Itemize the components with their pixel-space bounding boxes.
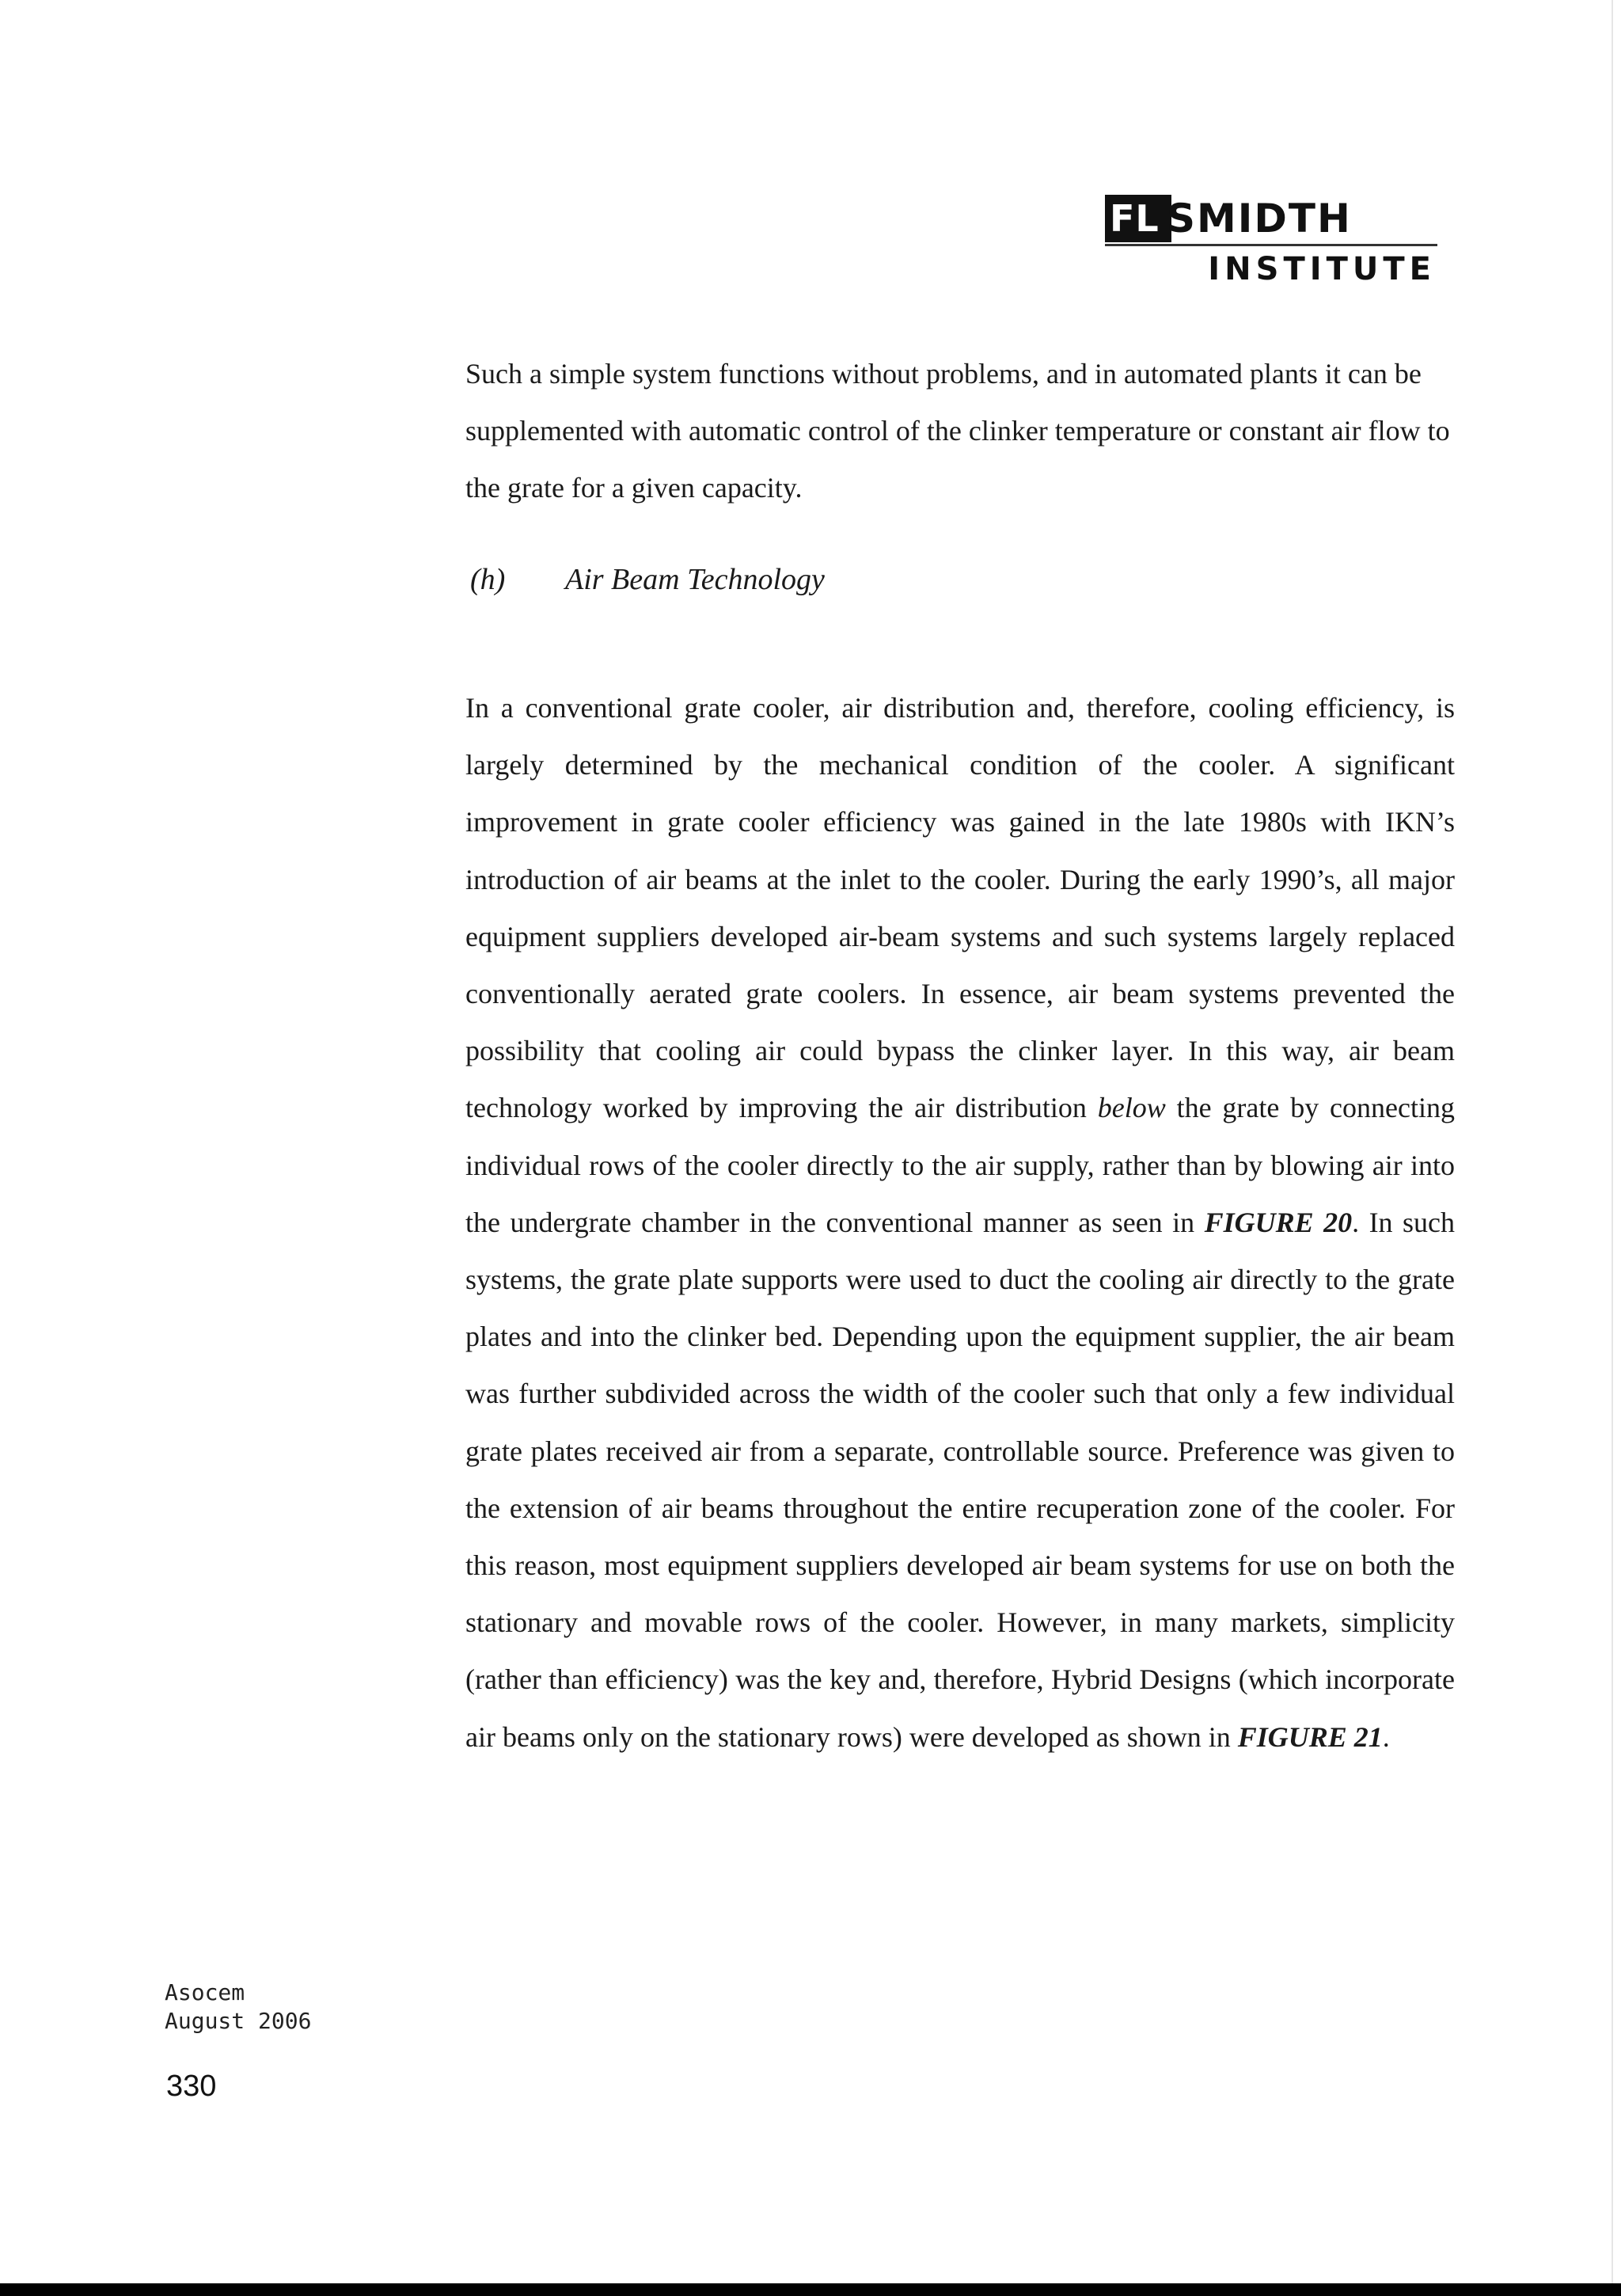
body-text-part-1: In a conventional grate cooler, air distribution and, therefore, cooling efficiency, is largely determined by the mechanical condition of the cooler. A significant improvement in grate cooler efficiency was gained in the late 1980s with IKN’s introduction of air beams at the inlet to the cooler. During the early 1990’s, all major equipment suppliers developed air-beam systems and such systems largely replaced conventionally aerated grate coolers. In essence, air beam systems prevented the possibility that cooling air could bypass the clinker layer. In this way, air beam technology worked by improving the air distribution [465,692,1455,1124]
emphasis-below: below [1097,1092,1166,1124]
figure-20-reference: FIGURE 20 [1204,1206,1353,1238]
section-title: Air Beam Technology [565,563,825,596]
body-text-part-2: the grate by connecting individual rows of the cooler directly to the air supply, rather than by blowing air into the undergrate chamber in the conventional manner as seen in [465,1092,1455,1238]
body-text-part-3: . In such systems, the grate plate supports were used to duct the cooling air directly to the grate plates and into the clinker bed. Depending upon the equipment supplier, the air beam was further subdivided across the width of the cooler such that only a few individual grate plates received air from a separate, controllable source. Preference was given to the extension of air beams throughout the entire recuperation zone of the cooler. For this reason, most equipment suppliers developed air beam systems for use on both the stationary and movable rows of the cooler. However, in many markets, simplicity (rather than efficiency) was the key and, therefore, Hybrid Designs (which incorporate air beams only on the stationary rows) were developed as shown in [465,1206,1456,1753]
page-number: 330 [166,2070,217,2103]
body-text-part-4: . [1382,1720,1390,1753]
figure-21-reference: FIGURE 21 [1237,1720,1383,1753]
section-number: (h) [470,563,506,596]
logo-smidth-text: SMIDTH [1167,196,1352,241]
scan-bottom-border [0,2283,1621,2296]
body-paragraph [465,679,1455,1766]
logo-institute-text: INSTITUTE [1208,251,1436,287]
footer-organization: Asocem [165,1979,245,2005]
footer-date: August 2006 [165,2008,312,2034]
logo-divider [1105,244,1437,246]
flsmidth-institute-logo [1105,188,1437,290]
logo-fl-mark: FL [1105,195,1171,242]
section-heading [470,562,825,597]
intro-paragraph: Such a simple system functions without problems, and in automated plants it can be supplemented with automatic control of the clinker temperature or constant air flow to the grate for a given capacity. [465,358,1450,504]
page-edge-line [1612,0,1613,2296]
